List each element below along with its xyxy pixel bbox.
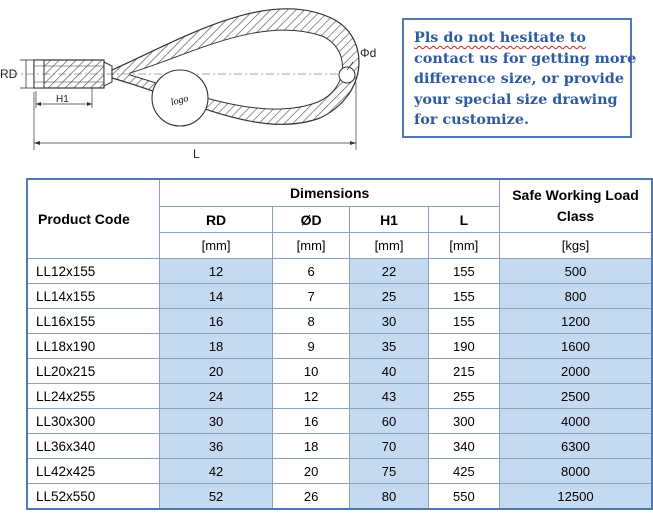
spec-table (26, 178, 653, 510)
cell-od: 26 (272, 484, 349, 510)
note-box (402, 18, 637, 138)
header-rd: RD (160, 207, 273, 233)
header-swl-line2: Class (556, 208, 595, 224)
cell-product-code: LL18x190 (27, 334, 160, 359)
cell-l: 425 (428, 459, 499, 484)
table-row (27, 434, 652, 459)
header-od: ØD (272, 207, 349, 233)
note-line-2: contact us for getting more (414, 49, 637, 67)
cell-h1: 70 (350, 434, 428, 459)
table-row (27, 259, 652, 284)
cell-rd: 14 (160, 284, 273, 309)
cell-product-code: LL52x550 (27, 484, 160, 510)
header-swl (500, 179, 653, 233)
h1-label: H1 (56, 94, 69, 105)
note-line-5: for customize. (414, 111, 529, 129)
cell-swl: 2500 (500, 384, 653, 409)
table-row (27, 459, 652, 484)
cell-l: 550 (428, 484, 499, 510)
unit-od: [mm] (272, 233, 349, 259)
table-row (27, 409, 652, 434)
technical-drawing (0, 0, 400, 172)
cell-od: 8 (272, 309, 349, 334)
header-dimensions: Dimensions (160, 179, 500, 207)
cell-rd: 16 (160, 309, 273, 334)
cell-swl: 12500 (500, 484, 653, 510)
note-line-3: difference size, or provide (414, 70, 625, 88)
cell-swl: 4000 (500, 409, 653, 434)
l-label: L (193, 147, 200, 161)
cell-h1: 60 (350, 409, 428, 434)
table-row (27, 284, 652, 309)
header-product-code: Product Code (27, 179, 160, 259)
cell-rd: 36 (160, 434, 273, 459)
logo-text: logo (169, 93, 190, 109)
cell-product-code: LL36x340 (27, 434, 160, 459)
cell-h1: 75 (350, 459, 428, 484)
cell-product-code: LL14x155 (27, 284, 160, 309)
cell-od: 7 (272, 284, 349, 309)
cell-od: 12 (272, 384, 349, 409)
unit-l: [mm] (428, 233, 499, 259)
cell-h1: 80 (350, 484, 428, 510)
cell-od: 9 (272, 334, 349, 359)
cell-od: 18 (272, 434, 349, 459)
cell-rd: 20 (160, 359, 273, 384)
unit-h1: [mm] (350, 233, 428, 259)
cell-h1: 25 (350, 284, 428, 309)
unit-rd: [mm] (160, 233, 273, 259)
header-h1: H1 (350, 207, 428, 233)
cell-product-code: LL24x255 (27, 384, 160, 409)
header-swl-line1: Safe Working Load (512, 187, 639, 203)
cell-swl: 1600 (500, 334, 653, 359)
unit-swl: [kgs] (500, 233, 653, 259)
cell-l: 155 (428, 309, 499, 334)
cell-product-code: LL42x425 (27, 459, 160, 484)
cell-swl: 1200 (500, 309, 653, 334)
table-row (27, 334, 652, 359)
cell-od: 16 (272, 409, 349, 434)
note-line-1: Pls do not hesitate to (414, 29, 587, 46)
cell-swl: 500 (500, 259, 653, 284)
cell-h1: 35 (350, 334, 428, 359)
cell-swl: 8000 (500, 459, 653, 484)
note-line-4: your special size drawing (414, 90, 618, 108)
cell-l: 155 (428, 284, 499, 309)
table-row (27, 484, 652, 510)
cell-product-code: LL30x300 (27, 409, 160, 434)
cell-h1: 30 (350, 309, 428, 334)
table-row (27, 359, 652, 384)
cell-rd: 12 (160, 259, 273, 284)
table-row (27, 384, 652, 409)
cell-rd: 30 (160, 409, 273, 434)
cell-rd: 42 (160, 459, 273, 484)
cell-l: 155 (428, 259, 499, 284)
cell-product-code: LL20x215 (27, 359, 160, 384)
header-l: L (428, 207, 499, 233)
cell-h1: 22 (350, 259, 428, 284)
rd-label: RD (0, 67, 18, 81)
cell-l: 215 (428, 359, 499, 384)
cell-h1: 43 (350, 384, 428, 409)
cell-rd: 24 (160, 384, 273, 409)
cell-product-code: LL16x155 (27, 309, 160, 334)
cell-swl: 6300 (500, 434, 653, 459)
cell-swl: 2000 (500, 359, 653, 384)
cell-h1: 40 (350, 359, 428, 384)
spec-table-body (27, 259, 652, 510)
cell-od: 6 (272, 259, 349, 284)
cell-rd: 52 (160, 484, 273, 510)
cell-rd: 18 (160, 334, 273, 359)
cell-l: 190 (428, 334, 499, 359)
cell-swl: 800 (500, 284, 653, 309)
cell-l: 300 (428, 409, 499, 434)
cell-od: 20 (272, 459, 349, 484)
cell-l: 255 (428, 384, 499, 409)
od-label: Φd (360, 46, 377, 60)
table-row (27, 309, 652, 334)
cell-od: 10 (272, 359, 349, 384)
cell-product-code: LL12x155 (27, 259, 160, 284)
cell-l: 340 (428, 434, 499, 459)
